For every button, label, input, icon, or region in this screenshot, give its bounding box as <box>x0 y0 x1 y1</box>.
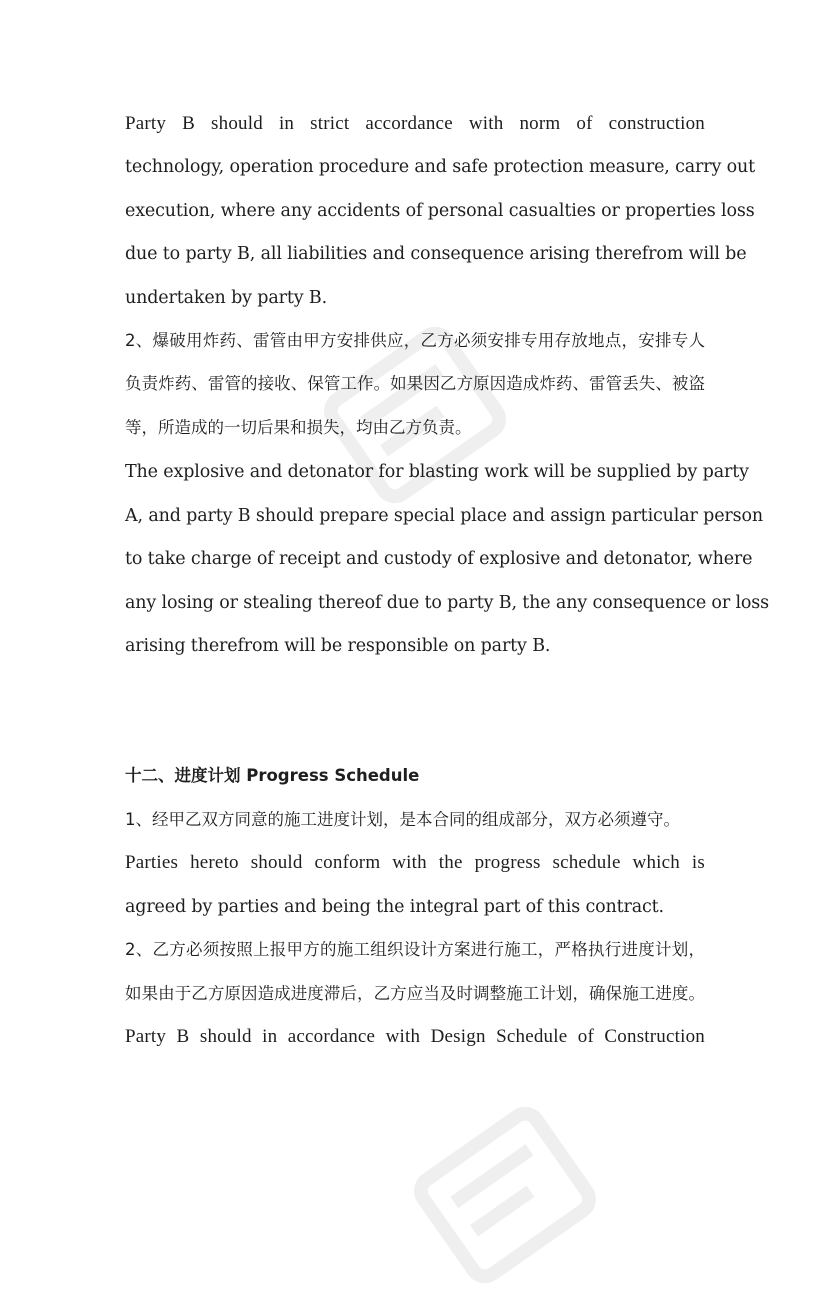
text-line: Party B should in strict accordance with norm of construction <box>125 113 705 134</box>
section-heading: 十二、进度计划 Progress Schedule <box>125 766 420 785</box>
text-line: agreed by parties and being the integral part of this contract. <box>125 897 664 917</box>
text-line: 2、乙方必须按照上报甲方的施工组织设计方案进行施工，严格执行进度计划， <box>125 940 705 959</box>
text-line: to take charge of receipt and custody of explosive and detonator, where <box>125 549 753 569</box>
text-line: technology, operation procedure and safe protection measure, carry out <box>125 157 756 177</box>
text-line: any losing or stealing thereof due to party B, the any consequence or loss <box>125 593 769 613</box>
text-line: A, and party B should prepare special place and assign particular person <box>125 506 763 526</box>
text-line: execution, where any accidents of personal casualties or properties loss <box>125 201 755 221</box>
text-line: undertaken by party B. <box>125 288 327 308</box>
text-line: 负责炸药、雷管的接收、保管工作。如果因乙方原因造成炸药、雷管丢失、被盗 <box>125 374 705 393</box>
text-line: Party B should in accordance with Design Schedule of Construction <box>125 1026 705 1047</box>
text-line: Parties hereto should conform with the progress schedule which is <box>125 852 705 873</box>
text-line: 1、经甲乙双方同意的施工进度计划，是本合同的组成部分，双方必须遵守。 <box>125 810 680 829</box>
text-line: due to party B, all liabilities and consequence arising therefrom will be <box>125 244 747 264</box>
watermark-logo-icon <box>390 1080 620 1310</box>
text-line: 2、爆破用炸药、雷管由甲方安排供应，乙方必须安排专用存放地点，安排专人 <box>125 331 705 350</box>
text-line: 如果由于乙方原因造成进度滞后，乙方应当及时调整施工计划，确保施工进度。 <box>125 984 705 1003</box>
text-line: arising therefrom will be responsible on party B. <box>125 636 551 656</box>
text-line: The explosive and detonator for blasting work will be supplied by party <box>125 462 749 482</box>
text-line: 等，所造成的一切后果和损失，均由乙方负责。 <box>125 418 472 437</box>
